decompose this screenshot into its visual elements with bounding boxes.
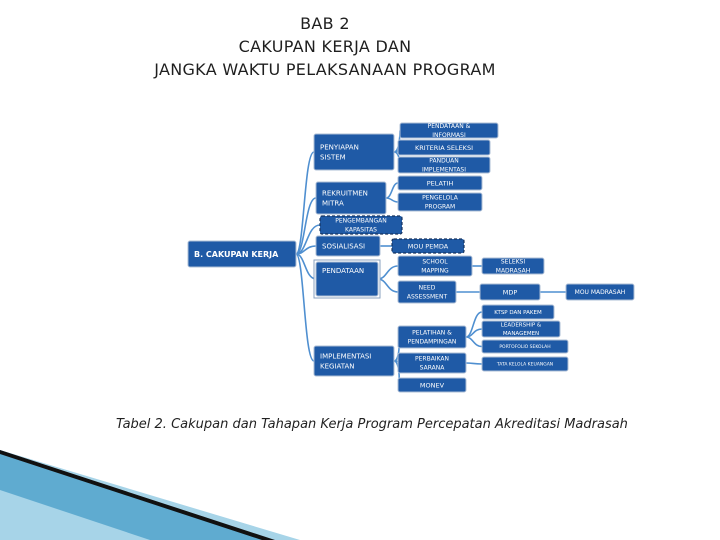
node-pelatih: [398, 176, 482, 190]
node-label: ASSESSMENT: [406, 293, 448, 301]
node-label: KTSP DAN PAKEM: [494, 309, 542, 316]
node-leadership: [482, 321, 560, 337]
node-label: MOU MADRASAH: [574, 289, 626, 297]
node-label: PORTOFOLIO SEKOLAH: [499, 345, 551, 351]
node-root: [188, 241, 296, 267]
node-label: PERBAIKAN: [415, 355, 449, 363]
node-seleksi-madrasah: [482, 258, 544, 275]
node-label: PENYIAPAN: [320, 143, 359, 152]
node-label: PENGELOLA: [422, 194, 458, 202]
node-kriteria-seleksi: [398, 140, 490, 155]
slide-title-line-2: CAKUPAN KERJA DAN: [238, 37, 412, 56]
node-label: MAPPING: [421, 267, 449, 275]
node-label: SELEKSI: [500, 258, 526, 266]
node-label: IMPLEMENTASI: [421, 166, 467, 174]
connector-root-implementasi: [296, 254, 314, 361]
node-label: SARANA: [419, 364, 445, 372]
decorative-swoosh: [0, 450, 720, 540]
node-pendataan-informasi: [400, 123, 498, 139]
node-label: SCHOOL: [422, 258, 448, 266]
node-label: INFORMASI: [432, 132, 466, 140]
node-box: [316, 182, 386, 214]
node-perbaikan: [398, 353, 466, 373]
node-label: MOU PEMDA: [407, 242, 449, 251]
slide-title-line-1: BAB 2: [300, 14, 350, 33]
node-label: PROGRAM: [424, 203, 456, 211]
node-implementasi: [314, 346, 394, 376]
connector-perbaikan-tata_kelola: [466, 363, 482, 364]
node-label: PENDATAAN: [322, 267, 365, 275]
node-label: MANAGEMEN: [502, 331, 540, 338]
slide-title-line-3: JANGKA WAKTU PELAKSANAAN PROGRAM: [154, 60, 496, 79]
node-pengelola: [398, 193, 482, 211]
node-label: PANDUAN: [429, 157, 459, 165]
node-label: PENGEMBANGAN: [335, 217, 387, 225]
node-panduan: [398, 157, 490, 174]
node-label: PENDAMPINGAN: [407, 338, 457, 346]
node-label: LEADERSHIP &: [500, 322, 542, 329]
connector-pelatihan-leadership: [466, 329, 482, 337]
node-label: NEED: [418, 284, 436, 292]
node-penyiapan: [314, 134, 394, 170]
node-label: SISTEM: [320, 153, 346, 162]
node-label: PENDATAAN &: [427, 123, 471, 131]
node-portofolio: [482, 340, 568, 353]
node-monev: [398, 378, 466, 392]
node-box: [314, 134, 394, 170]
node-label: PELATIHAN &: [412, 329, 452, 337]
node-label: SOSIALISASI: [322, 242, 366, 251]
node-sosialisasi: [316, 236, 380, 256]
node-label: PELATIH: [426, 179, 454, 188]
node-tata-kelola: [482, 357, 568, 371]
connector-rekruitmen-pelatih: [386, 183, 398, 198]
connector-pendataan-school_mapping: [378, 266, 398, 279]
node-ktsp: [482, 305, 554, 319]
connector-pelatihan-portofolio: [466, 337, 482, 347]
node-label: MONEV: [419, 381, 445, 390]
node-label: KAPASITAS: [345, 226, 377, 234]
connector-rekruitmen-pengelola: [386, 198, 398, 202]
node-mou-pemda: [392, 239, 464, 253]
node-school-mapping: [398, 256, 472, 276]
node-label: B. CAKUPAN KERJA: [194, 249, 279, 259]
node-pendataan: [314, 260, 380, 298]
node-pelatihan: [398, 326, 466, 348]
node-label: MADRASAH: [495, 267, 531, 275]
node-label: IMPLEMENTASI: [320, 352, 372, 361]
connector-pendataan-need_assessment: [378, 279, 398, 292]
node-label: KRITERIA SELEKSI: [415, 143, 473, 152]
node-need-assessment: [398, 281, 456, 303]
node-label: KEGIATAN: [320, 362, 355, 371]
node-mou-madrasah: [566, 284, 634, 300]
node-mdp: [480, 284, 540, 300]
table-caption: Tabel 2. Cakupan dan Tahapan Kerja Program Percepatan Akreditasi Madrasah: [116, 417, 628, 432]
node-label: REKRUITMEN: [322, 189, 368, 198]
node-label: TATA KELOLA KEUANGAN: [496, 362, 554, 368]
diagram-nodes: [188, 123, 634, 392]
node-label: MDP: [502, 288, 518, 297]
node-pengembangan: [320, 216, 402, 234]
node-box: [314, 346, 394, 376]
node-rekruitmen: [316, 182, 386, 214]
node-label: MITRA: [322, 199, 344, 208]
